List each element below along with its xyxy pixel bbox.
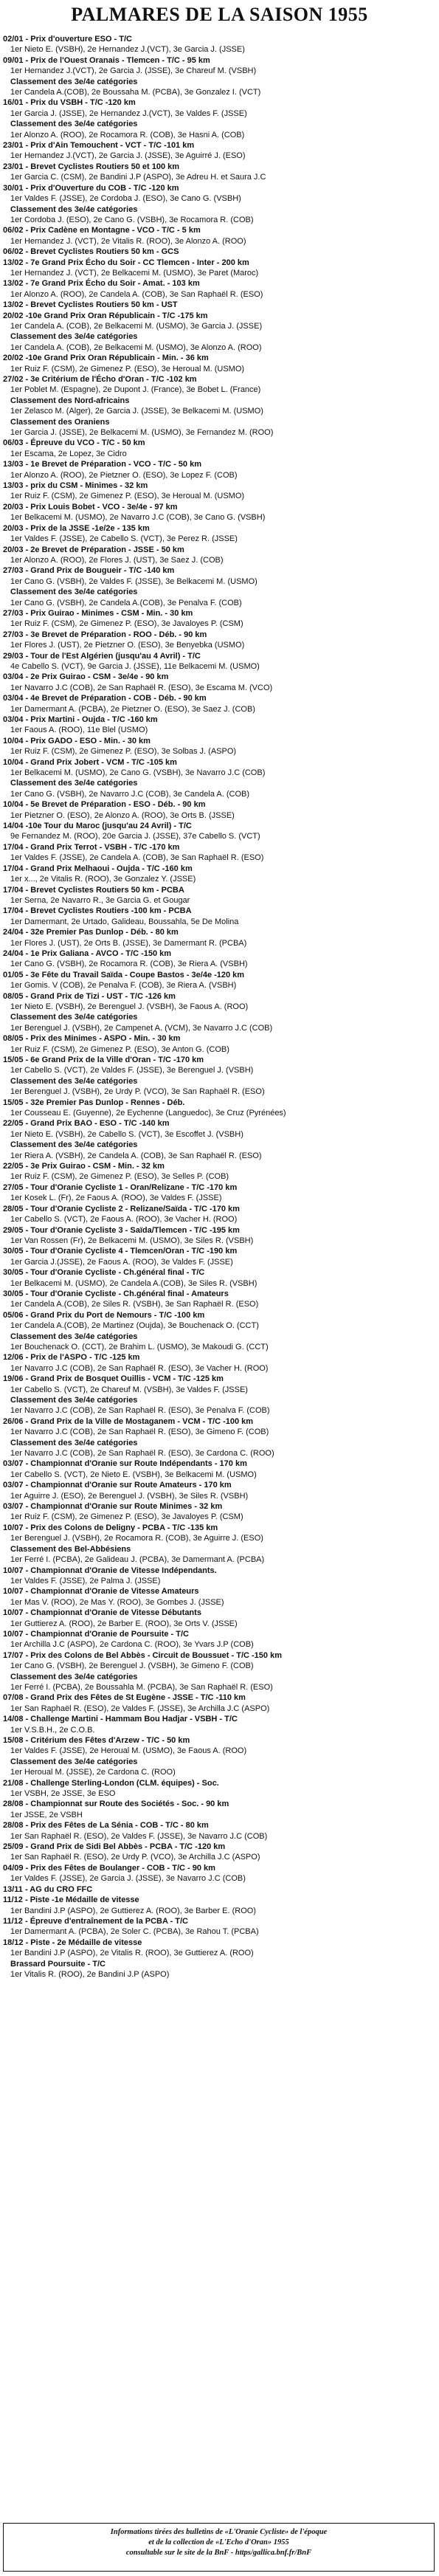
race-heading: 16/01 - Prix du VSBH - T/C -120 km [3,98,136,108]
source-credit-box [3,2523,435,2572]
race-result: 1er Ferré I. (PCBA), 2e Galideau J. (PCBA), 3e Damermant A. (PCBA) [10,1555,265,1565]
race-heading: 27/03 - 3e Brevet de Préparation - ROO - Déb. - 90 km [3,630,207,639]
race-heading: 06/03 - Épreuve du VCO - T/C - 50 km [3,438,145,448]
race-heading: 23/01 - Brevet Cyclistes Routiers 50 et 100 km [3,162,180,171]
race-heading: 29/05 - Tour d'Oranie Cycliste 3 - Saïda/Tlemcen - T/C -195 km [3,1225,240,1235]
race-heading: 24/04 - 1e Prix Galiana - AVCO - T/C -150 km [3,948,172,958]
race-result: 1er Riera A. (VSBH), 2e Candela A. (COB), 3e San Raphaël R. (ESO) [10,1151,262,1160]
classification-heading: Classement des 3e/4e catégories [10,1396,138,1405]
race-result: 1er Ferré I. (PCBA), 2e Boussahla M. (PCBA), 3e San Raphaël R. (ESO) [10,1682,273,1692]
race-heading: 13/02 - 7e Grand Prix Écho du Soir - Amat. - 103 km [3,279,200,289]
credit-line-3: consultable sur le site de la BnF - https/gallica.bnf.fr/BnF [125,2549,312,2557]
classification-heading: Classement des Bel-Abbésiens [10,1544,131,1554]
race-result: 1er Heroual M. (JSSE), 2e Cardona C. (ROO) [10,1768,176,1777]
race-heading: 27/03 - Prix Guirao - Minimes - CSM - Min. - 30 km [3,608,193,618]
race-result: 1er Ruiz F. (CSM), 2e Gimenez P. (ESO), 3e Solbas J. (ASPO) [10,747,237,757]
classification-heading: Classement des 3e/4e catégories [10,1076,138,1086]
race-heading: 17/04 - Grand Prix Terrot - VSBH - T/C -170 km [3,842,180,852]
race-heading: 20/03 - Prix de la JSSE -1e/2e - 135 km [3,523,150,533]
race-result: 1er Cordoba J. (ESO), 2e Cano G. (VSBH), 3e Rocamora R. (COB) [10,215,254,224]
race-result: 1er x..., 2e Vitalis R. (ROO), 3e Gonzalez Y. (JSSE) [10,875,196,884]
classification-heading: Classement des 3e/4e catégories [10,1672,138,1681]
race-result: 1er Nieto E. (VSBH), 2e Berenguel J. (VSBH), 3e Faous A. (ROO) [10,1002,249,1011]
race-result: 1er Cano G. (VSBH), 2e Rocamora R. (COB), 3e Riera A. (VSBH) [10,960,248,969]
classification-heading: Classement des 3e/4e catégories [10,588,138,597]
race-result: 1er Cousseau E. (Guyenne), 2e Eychenne (Languedoc), 3e Cruz (Pyrénées) [10,1109,286,1118]
race-result: 1er Alonzo A. (ROO), 2e Flores J. (UST), 3e Saez J. (COB) [10,555,224,565]
race-heading: 23/01 - Prix d'Ain Temouchent - VCT - T/C -101 km [3,141,195,151]
race-result: 1er Garcia C. (CSM), 2e Bandini J.P (ASPO), 3e Adreu H. et Saura J.C [10,173,266,182]
race-heading: 17/04 - Brevet Cyclistes Routiers -100 km - PCBA [3,906,192,916]
race-result: 1er Alonzo A. (ROO), 2e Pietzner O. (ESO), 3e Lopez F. (COB) [10,470,238,480]
race-result: 1er Bandini J.P (ASPO), 2e Vitalis R. (ROO), 3e Guttierez A. (ROO) [10,1949,254,1958]
race-heading: 06/02 - Prix Cadène en Montagne - VCO - T/C - 5 km [3,226,201,235]
race-result: 1er Berenguel J. (VSBH), 2e Urdy P. (VCO), 3e San Raphaël R. (ESO) [10,1087,265,1097]
race-heading: 14/08 - Challenge Martini - Hammam Bou Hadjar - VSBH - T/C [3,1715,238,1724]
race-heading: 28/08 - Championnat sur Route des Sociétés - Soc. - 90 km [3,1800,229,1809]
race-result: 1er Bandini J.P (ASPO), 2e Guttierez A. (ROO), 3e Barber E. (ROO) [10,1906,256,1915]
race-result: 1er Poblet M. (Espagne), 2e Dupont J. (France), 3e Bobet L. (France) [10,385,261,395]
race-heading: 22/05 - Grand Prix BAO - ESO - T/C -140 km [3,1119,170,1129]
results-list [3,34,435,2508]
race-heading: 20/02 -10e Grand Prix Oran Républicain - Min. - 36 km [3,354,209,363]
race-result: 1er Cano G. (VSBH), 2e Navarro J.C (COB), 3e Candela A. (COB) [10,789,250,799]
race-result: 1er Damermant A. (PCBA), 2e Soler C. (PCBA), 3e Rahou T. (PCBA) [10,1927,259,1937]
race-result: 1er Valdes F. (JSSE), 2e Cordoba J. (ESO), 3e Cano G. (VSBH) [10,194,241,204]
race-heading: 11/12 - Épreuve d'entraînement de la PCBA - T/C [3,1916,189,1926]
race-result: 1er San Raphaël R. (ESO), 2e Urdy P. (VCO), 3e Archilla J.C (ASPO) [10,1853,260,1862]
race-heading: 27/05 - Tour d'Oranie Cycliste 1 - Oran/Relizane - T/C -170 km [3,1182,238,1192]
race-heading: 10/07 - Championnat d'Oranie de Vitesse Débutants [3,1608,201,1618]
race-result: 1er Ruiz F. (CSM), 2e Gimenez P. (ESO), 3e Heroual M. (USMO) [10,492,245,501]
race-heading: 30/01 - Prix d'Ouverture du COB - T/C -120 km [3,183,179,193]
race-heading: 13/02 - Brevet Cyclistes Routiers 50 km - UST [3,300,178,310]
race-result: 1er Nieto E. (VSBH), 2e Cabello S. (VCT), 3e Escoffet J. (VSBH) [10,1129,243,1139]
race-result: 1er Belkacemi M. (USMO), 2e Cano G. (VSBH), 3e Navarro J.C (COB) [10,768,266,778]
race-heading: 12/06 - Prix de l'ASPO - T/C -125 km [3,1353,140,1363]
race-result: 1er Alonzo A. (ROO), 2e Rocamora R. (COB), 3e Hasni A. (COB) [10,130,245,140]
race-result: 1er Candela A. (COB), 2e Belkacemi M. (USMO), 3e Garcia J. (JSSE) [10,321,263,331]
race-result: 1er Navarro J.C (COB), 2e San Raphaël R. (ESO), 3e Gimeno F. (COB) [10,1428,269,1437]
race-heading: 28/08 - Prix des Fêtes de La Sénia - COB - T/C - 80 km [3,1821,209,1831]
race-heading: 03/07 - Championnat d'Oranie sur Route Minimes - 32 km [3,1502,223,1512]
page-title: PALMARES DE LA SAISON 1955 [71,4,368,25]
race-heading: 10/07 - Championnat d'Oranie de Vitesse Indépendants. [3,1566,217,1575]
race-result: 1er Gomis. V (COB), 2e Penalva F. (COB), 3e Riera A. (VSBH) [10,981,237,991]
race-result: 1er Hernandez J. (VCT), 2e Vitalis R. (ROO), 3e Alonzo A. (ROO) [10,236,246,246]
race-heading: 17/07 - Prix des Colons de Bel Abbès - Circuit de Boussuet - T/C -150 km [3,1650,282,1660]
classification-heading: Classement des 3e/4e catégories [10,1013,138,1022]
race-result: 1er Navarro J.C (COB), 2e San Raphaël R. (ESO), 3e Cardona C. (ROO) [10,1449,274,1459]
race-result: 1er Ruiz F. (CSM), 2e Gimenez P. (ESO), 3e Anton G. (COB) [10,1044,229,1054]
race-result: 1er Valdes F. (JSSE), 2e Palma J. (JSSE) [10,1576,161,1585]
race-result: 1er VSBH, 2e JSSE, 3e ESO [10,1789,116,1799]
race-heading: 09/01 - Prix de l'Ouest Oranais - Tlemcen - T/C - 95 km [3,55,210,65]
race-result: 9e Fernandez M. (ROO), 20e Garcia J. (JSSE), 37e Cabello S. (VCT) [10,832,260,841]
race-result: 4e Cabello S. (VCT), 9e Garcia J. (JSSE), 11e Belkacemi M. (USMO) [10,661,260,671]
race-heading: 10/04 - Prix GADO - ESO - Min. - 30 km [3,736,151,745]
race-heading: 13/03 - prix du CSM - Minimes - 32 km [3,481,148,491]
race-result: 1er Hernandez J.(VCT), 2e Garcia J. (JSSE), 3e Chareuf M. (VSBH) [10,66,257,76]
race-result: 1er Valdes F. (JSSE), 2e Heroual M. (USMO), 3e Faous A. (ROO) [10,1746,247,1756]
race-result: 1er Serna, 2e Navarro R., 3e Garcia G. et Gougar [10,895,190,905]
race-result: 1er Guttierez A. (ROO), 2e Barber E. (ROO), 3e Orts V. (JSSE) [10,1619,238,1628]
race-result: 1er Ruiz F. (CSM), 2e Gimenez P. (ESO), 3e Javaloyes P. (CSM) [10,1512,243,1522]
classification-heading: Classement des 3e/4e catégories [10,204,138,214]
race-result: 1er Aguirre J. (ESO), 2e Berenguel J. (VSBH), 3e Siles R. (VSBH) [10,1491,249,1501]
classification-heading: Classement des 3e/4e catégories [10,1140,138,1150]
race-heading: 15/08 - Critérium des Fêtes d'Arzew - T/C - 50 km [3,1736,190,1745]
classification-heading: Classement des Nord-africains [10,396,130,405]
race-result: 1er Cabello S. (VCT), 2e Nieto E. (VSBH), 3e Belkacemi M. (USMO) [10,1470,257,1479]
race-heading: 11/12 - Piste -1e Médaille de vitesse [3,1895,139,1905]
race-heading: 19/06 - Grand Prix de Bosquet Ouillis - VCM - T/C -125 km [3,1374,224,1384]
race-result: 1er Valdes F. (JSSE), 2e Candela A. (COB), 3e San Raphaël R. (ESO) [10,853,264,863]
race-heading: 17/04 - Grand Prix Melhaoui - Oujda - T/C -160 km [3,864,193,873]
race-result: 1er Valdes F. (JSSE), 2e Cabello S. (VCT), 3e Perez R. (JSSE) [10,534,238,544]
race-heading: 13/02 - 7e Grand Prix Écho du Soir - CC Tlemcen - Inter - 200 km [3,258,249,267]
race-heading: 02/01 - Prix d'ouverture ESO - T/C [3,35,133,44]
classification-heading: Brassard Poursuite - T/C [10,1959,106,1969]
race-heading: 05/06 - Grand Prix du Port de Nemours - T/C -100 km [3,1310,205,1320]
race-heading: 10/04 - 5e Brevet de Préparation - ESO - Déb. - 90 km [3,800,206,810]
race-result: 1er Cabello S. (VCT), 2e Chareuf M. (VSBH), 3e Valdes F. (JSSE) [10,1385,248,1394]
race-heading: 10/04 - Grand Prix Jobert - VCM - T/C -105 km [3,757,177,767]
race-heading: 30/05 - Tour d'Oranie Cycliste - Ch.général final - T/C [3,1268,205,1278]
race-result: 1er Cano G. (VSBH), 2e Valdes F. (JSSE), 3e Belkacemi M. (USMO) [10,576,257,586]
race-heading: 20/03 - Prix Louis Bobet - VCO - 3e/4e - 97 km [3,502,178,512]
race-heading: 06/02 - Brevet Cyclistes Routiers 50 km - GCS [3,247,179,257]
credit-line-2: et de la collection de «L'Echo d'Oran» 1955 [148,2538,289,2546]
race-heading: 13/11 - AG du CRO FFC [3,1884,93,1894]
race-result: 1er Zelasco M. (Alger), 2e Garcia J. (JSSE), 3e Belkacemi M. (USMO) [10,407,263,416]
race-result: 1er Garcia J. (JSSE), 2e Belkacemi M. (USMO), 3e Fernandez M. (ROO) [10,428,274,438]
credit-line-1: Informations tirées des bulletins de «L'Oranie Cycliste» de l'époque [110,2528,328,2536]
race-result: 1er Cano G. (VSBH), 2e Berenguel J. (VSBH), 3e Gimeno F. (COB) [10,1661,254,1671]
race-result: 1er Ruiz F. (CSM), 2e Gimenez P. (ESO), 3e Javaloyes P. (CSM) [10,619,243,629]
race-result: 1er Nieto E. (VSBH), 2e Hernandez J.(VCT), 3e Garcia J. (JSSE) [10,45,245,55]
race-heading: 17/04 - Brevet Cyclistes Routiers 50 km - PCBA [3,885,184,895]
race-result: 1er Van Rossen (Fr), 2e Belkacemi M. (USMO), 3e Siles R. (VSBH) [10,1236,254,1245]
race-result: 1er Damermant A. (PCBA), 2e Pietzner O. (ESO), 3e Saez J. (COB) [10,704,255,714]
race-heading: 01/05 - 3e Fête du Travail Saïda - Coupe Bastos - 3e/4e -120 km [3,970,245,979]
race-heading: 25/09 - Grand Prix de Sidi Bel Abbès - PCBA - T/C -120 km [3,1842,226,1852]
race-heading: 27/03 - Grand Prix de Bougueir - T/C -140 km [3,566,175,576]
race-heading: 22/05 - 3e Prix Guirao - CSM - Min. - 32 km [3,1162,165,1171]
race-result: 1er Flores J. (UST), 2e Pietzner O. (ESO), 3e Benyebka (USMO) [10,641,245,650]
race-result: 1er Kosek L. (Fr), 2e Faous A. (ROO), 3e Valdes F. (JSSE) [10,1194,222,1203]
race-result: 1er Ruiz F. (CSM), 2e Gimenez P. (ESO), 3e Heroual M. (USMO) [10,364,245,373]
classification-heading: Classement des 3e/4e catégories [10,1332,138,1341]
race-heading: 30/05 - Tour d'Oranie Cycliste - Ch.général final - Amateurs [3,1289,229,1298]
race-heading: 29/03 - Tour de l'Est Algérien (jusqu'au 4 Avril) - T/C [3,651,201,661]
race-heading: 14/04 -10e Tour du Maroc (jusqu'au 24 Avril) - T/C [3,822,192,831]
race-heading: 15/05 - 32e Premier Pas Dunlop - Rennes - Déb. [3,1098,185,1107]
classification-heading: Classement des 3e/4e catégories [10,120,138,129]
race-result: 1er Berenguel J. (VSBH), 2e Campenet A. (VCM), 3e Navarro J.C (COB) [10,1023,273,1033]
race-result: 1er Candela A.(COB), 2e Siles R. (VSBH), 3e San Raphaël R. (ESO) [10,1300,259,1309]
race-result: 1er Belkacemi M. (USMO), 2e Navarro J.C (COB), 3e Cano G. (VSBH) [10,513,266,523]
race-result: 1er Ruiz F. (CSM), 2e Gimenez P. (ESO), 3e Selles P. (COB) [10,1172,229,1182]
race-heading: 03/07 - Championnat d'Oranie sur Route Amateurs - 170 km [3,1481,232,1490]
race-result: 1er Navarro J.C (COB), 2e San Raphaël R. (ESO), 3e Penalva F. (COB) [10,1406,270,1416]
race-heading: 10/07 - Championnat d'Oranie de Poursuite - T/C [3,1629,189,1639]
classification-heading: Classement des 3e/4e catégories [10,77,138,86]
race-result: 1er Valdes F. (JSSE), 2e Garcia J. (JSSE), 3e Navarro J.C (COB) [10,1874,246,1884]
race-heading: 10/07 - Prix des Colons de Deligny - PCBA - T/C -135 km [3,1523,218,1532]
race-heading: 15/05 - 6e Grand Prix de la Ville d'Oran - T/C -170 km [3,1055,204,1064]
race-result: 1er Candela A.(COB), 2e Boussaha M. (PCBA), 3e Gonzalez I. (VCT) [10,88,261,97]
classification-heading: Classement des Oraniens [10,417,110,427]
race-result: 1er San Raphaël R. (ESO), 2e Valdes F. (JSSE), 3e Archilla J.C (ASPO) [10,1704,270,1713]
race-result: 1er Faous A. (ROO), 11e Blel (USMO) [10,726,148,735]
race-heading: 03/04 - 4e Brevet de Préparation - COB - Déb. - 90 km [3,694,207,703]
classification-heading: Classement des 3e/4e catégories [10,779,138,788]
race-heading: 18/12 - Piste - 2e Médaille de vitesse [3,1938,142,1947]
classification-heading: Classement des 3e/4e catégories [10,1438,138,1447]
race-result: 1er V.S.B.H., 2e C.O.B. [10,1725,95,1735]
race-heading: 27/02 - 3e Critérium de l'Écho d'Oran - T/C -102 km [3,375,197,384]
race-heading: 10/07 - Championnat d'Oranie de Vitesse Amateurs [3,1587,199,1597]
race-heading: 03/04 - Prix Martini - Oujda - T/C -160 km [3,715,158,724]
race-result: 1er Vitalis R. (ROO), 2e Bandini J.P (ASPO) [10,1969,170,1979]
race-result: 1er Navarro J.C (COB), 2e San Raphaël R. (ESO), 3e Vacher H. (ROO) [10,1363,269,1373]
race-result: 1er San Raphaël R. (ESO), 2e Valdes F. (JSSE), 3e Navarro J.C (COB) [10,1831,268,1841]
race-result: 1er Candela A.(COB), 2e Martinez (Oujda), 3e Bouchenack O. (CCT) [10,1321,259,1331]
race-result: 1er Cabello S. (VCT), 2e Valdes F. (JSSE), 3e Berenguel J. (VSBH) [10,1066,254,1075]
race-heading: 30/05 - Tour d'Oranie Cycliste 4 - Tlemcen/Oran - T/C -190 km [3,1247,238,1256]
race-heading: 08/05 - Grand Prix de Tizi - UST - T/C -126 km [3,991,176,1001]
race-result: 1er Mas V. (ROO), 2e Mas Y. (ROO), 3e Gombes J. (JSSE) [10,1597,224,1607]
race-result: 1er Pietzner O. (ESO), 2e Alonzo A. (ROO), 3e Orts B. (JSSE) [10,810,235,820]
race-result: 1er Archilla J.C (ASPO), 2e Cardona C. (ROO), 3e Yvars J.P (COB) [10,1640,254,1650]
classification-heading: Classement des 3e/4e catégories [10,332,138,342]
race-heading: 28/05 - Tour d'Oranie Cycliste 2 - Relizane/Saïda - T/C -170 km [3,1204,240,1213]
race-heading: 20/03 - 2e Brevet de Préparation - JSSE - 50 km [3,545,184,554]
race-result: 1er Garcia J. (JSSE), 2e Hernandez J.(VCT), 3e Valdes F. (JSSE) [10,109,247,118]
classification-heading: Classement des 3e/4e catégories [10,1757,138,1766]
race-result: 1er Candela A. (COB), 2e Belkacemi M. (USMO), 3e Alonzo A. (ROO) [10,342,262,352]
race-heading: 04/09 - Prix des Fêtes de Boulanger - COB - T/C - 90 km [3,1863,215,1873]
race-result: 1er Berenguel J. (VSBH), 2e Rocamora R. (COB), 3e Aguirre J. (ESO) [10,1534,263,1543]
race-result: 1er Belkacemi M. (USMO), 2e Candela A.(COB), 3e Siles R. (VSBH) [10,1278,257,1288]
race-heading: 03/07 - Championnat d'Oranie sur Route Indépendants - 170 km [3,1459,247,1469]
race-heading: 21/08 - Challenge Sterling-London (CLM. équipes) - Soc. [3,1778,219,1788]
race-heading: 24/04 - 32e Premier Pas Dunlop - Déb. - 80 km [3,928,179,937]
race-result: 1er Hernandez J.(VCT), 2e Garcia J. (JSSE), 3e Aguirré J. (ESO) [10,151,246,161]
race-heading: 20/02 -10e Grand Prix Oran Républicain - T/C -175 km [3,311,208,320]
race-result: 1er Garcia J.(JSSE), 2e Faous A. (ROO), 3e Valdes F. (JSSE) [10,1257,233,1267]
race-result: 1er Damermant, 2e Urtado, Galideau, Boussahla, 5e De Molina [10,917,239,926]
race-result: 1er Cabello S. (VCT), 2e Faous A. (ROO), 3e Vacher H. (ROO) [10,1215,238,1225]
race-result: 1er JSSE, 2e VSBH [10,1810,83,1819]
race-result: 1er Alonzo A. (ROO), 2e Candela A. (COB), 3e San Raphaël R. (ESO) [10,289,263,299]
race-result: 1er Bouchenack O. (CCT), 2e Brahim L. (USMO), 3e Makoudi G. (CCT) [10,1342,269,1351]
race-heading: 26/06 - Grand Prix de la Ville de Mostaganem - VCM - T/C -100 km [3,1416,254,1426]
race-result: 1er Navarro J.C (COB), 2e San Raphaël R. (ESO), 3e Escama M. (VCO) [10,683,273,692]
race-heading: 07/08 - Grand Prix des Fêtes de St Eugène - JSSE - T/C -110 km [3,1693,246,1703]
race-heading: 08/05 - Prix des Minimes - ASPO - Min. - 30 km [3,1034,181,1044]
race-heading: 03/04 - 2e Prix Guirao - CSM - 3e/4e - 90 km [3,672,169,682]
race-result: 1er Flores J. (UST), 2e Orts B. (JSSE), 3e Damermant R. (PCBA) [10,938,247,948]
race-heading: 13/03 - 1e Brevet de Préparation - VCO - T/C - 50 km [3,460,201,469]
race-result: 1er Hernandez J. (VCT), 2e Belkacemi M. (USMO), 3e Paret (Maroc) [10,268,259,278]
race-result: 1er Escama, 2e Lopez, 3e Cidro [10,449,127,458]
race-result: 1er Cano G. (VSBH), 2e Candela A.(COB), 3e Penalva F. (COB) [10,598,242,607]
